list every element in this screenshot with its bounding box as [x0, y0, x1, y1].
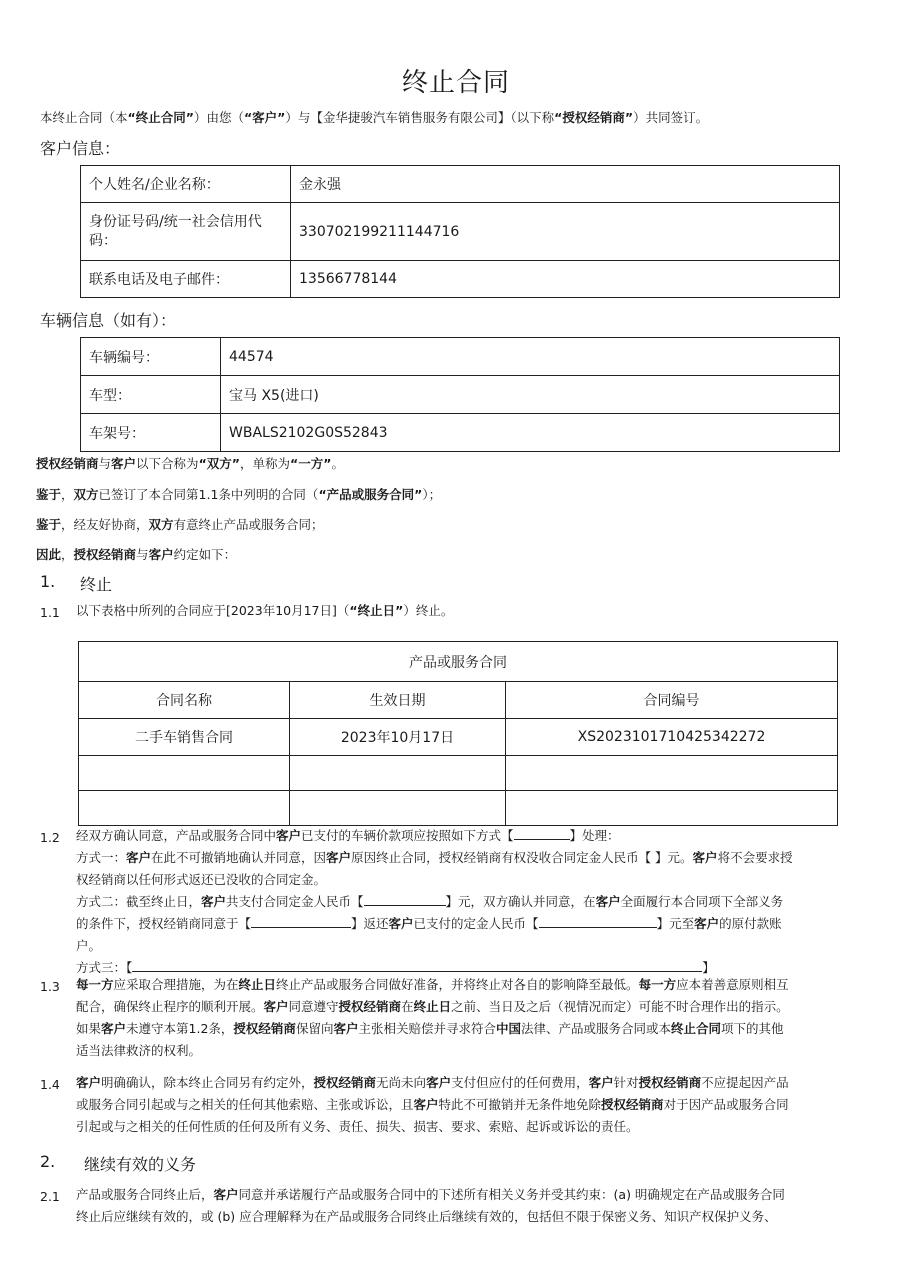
text: ）；	[422, 487, 442, 502]
whereas-paragraph-1	[36, 484, 441, 506]
text: 不应提起因产品	[701, 1075, 789, 1090]
contract-table-caption: 产品或服务合同	[79, 642, 838, 682]
text: 的条件下，授权经销商同意于【	[76, 916, 252, 931]
bold-term: 每一方	[76, 977, 114, 992]
text: 同意并承诺履行产品或服务合同中的下述所有相关义务并受其约束：(a) 明确规定在产品或服务合同	[238, 1187, 785, 1202]
bold-term: 双方	[148, 517, 174, 532]
bold-term: 授权经销商	[338, 999, 402, 1014]
intro-text: 本终止合同（本	[40, 110, 128, 125]
bold-term: 客户	[388, 916, 414, 931]
option-2-line	[76, 891, 886, 913]
text: ，	[61, 487, 74, 502]
text: 已支付的定金人民币【	[413, 916, 539, 931]
clause-1-4-line	[76, 1072, 896, 1094]
text: 】处理：	[569, 828, 620, 843]
bold-term: 客户	[326, 850, 352, 865]
id-value: 330702199211144716	[291, 203, 840, 261]
bold-term: 客户	[126, 850, 152, 865]
bold-term: 授权经销商	[638, 1075, 702, 1090]
text: 的原付款账	[719, 916, 782, 931]
text: 法律、产品或服务合同或本	[521, 1021, 672, 1036]
bold-term: 每一方	[638, 977, 677, 992]
bold-term: 客户	[201, 894, 227, 909]
text: 户。	[76, 938, 102, 953]
bold-term: 鉴于	[36, 487, 62, 502]
text: 全面履行本合同项下全部义务	[620, 894, 784, 909]
intro-text: ）共同签订。	[633, 110, 709, 125]
text: 以下合称为	[136, 456, 199, 471]
text: 对于因产品或服务合同	[663, 1097, 789, 1112]
intro-text: ）与【金华捷骏汽车销售服务有限公司】（以下称	[285, 110, 555, 125]
table-cell: 二手车销售合同	[79, 719, 290, 756]
section-1-title: 终止	[80, 575, 113, 594]
table-row	[79, 719, 838, 756]
clause-1-4	[76, 1072, 896, 1138]
section-2-title: 继续有效的义务	[84, 1155, 197, 1174]
vehicle-no-label: 车辆编号：	[81, 338, 221, 376]
bold-term: 授权经销商	[313, 1075, 377, 1090]
clause-1-4-line	[76, 1116, 896, 1138]
name-label: 个人姓名/企业名称：	[81, 166, 291, 203]
intro-text: ）由您（	[193, 110, 244, 125]
text: 以下表格中所列的合同应于[2023年10月17日]（	[76, 603, 350, 618]
text: 适当法律救济的权利。	[76, 1043, 202, 1058]
clause-1-3-line	[76, 996, 896, 1018]
clause-1-3-line	[76, 1018, 896, 1040]
text: 同意遵守	[288, 999, 339, 1014]
contact-value: 13566778144	[291, 261, 840, 298]
bold-term: 授权经销商	[601, 1097, 664, 1112]
clause-1-3-number: 1.3	[40, 979, 60, 994]
bold-term: 客户	[76, 1075, 102, 1090]
text: 】元至	[656, 916, 695, 931]
text: 已签订了本合同第1.1条中列明的合同（	[98, 487, 319, 502]
blank-field	[132, 959, 702, 972]
text: 方式二：截至终止日，	[76, 894, 202, 909]
option-1-line	[76, 869, 886, 891]
clause-1-2	[76, 825, 886, 979]
intro-paragraph	[40, 108, 708, 126]
contract-table	[78, 641, 838, 826]
text: ）终止。	[403, 603, 454, 618]
intro-bold-term: “授权经销商”	[554, 110, 634, 125]
clause-1-3-line	[76, 974, 896, 996]
text: 】元，双方确认并同意，在	[445, 894, 596, 909]
vehicle-info-heading: 车辆信息（如有）：	[40, 311, 177, 330]
vin-value: WBALS2102G0S52843	[221, 414, 840, 452]
text: 有意终止产品或服务合同；	[173, 517, 324, 532]
clause-1-2-line	[76, 825, 886, 847]
table-cell	[506, 791, 838, 826]
text: 特此不可撤销并无条件地免除	[438, 1097, 602, 1112]
text: 在此不可撤销地确认并同意，因	[151, 850, 327, 865]
bold-term: “产品或服务合同”	[318, 487, 423, 502]
text: 共支付合同定金人民币【	[226, 894, 364, 909]
table-row	[79, 756, 838, 791]
customer-info-table	[80, 165, 840, 298]
header-contract-name: 合同名称	[79, 682, 290, 719]
text: 已支付的车辆价款项应按照如下方式【	[301, 828, 514, 843]
text: 无尚未向	[376, 1075, 427, 1090]
bold-term: 客户	[111, 456, 137, 471]
text: 项下的其他	[721, 1021, 784, 1036]
document-title: 终止合同	[401, 68, 510, 98]
blank-field	[514, 827, 570, 840]
bold-term: 客户	[276, 828, 302, 843]
bold-term: 客户	[694, 916, 720, 931]
blank-field	[364, 893, 446, 906]
text: 原因终止合同，授权经销商有权没收合同定金人民币【 】元。	[351, 850, 693, 865]
text: 保留向	[295, 1021, 334, 1036]
text: 】返还	[351, 916, 389, 931]
clause-2-1-line	[76, 1184, 896, 1206]
text: ，单称为	[240, 456, 291, 471]
text: 方式三：【	[76, 960, 133, 975]
text: 与	[98, 456, 112, 471]
text: 方式一：	[76, 850, 127, 865]
clause-1-4-line	[76, 1094, 896, 1116]
text: 。	[331, 456, 344, 471]
text: 与	[136, 547, 149, 562]
name-value: 金永强	[291, 166, 840, 203]
option-2-line	[76, 935, 886, 957]
text: 终止产品或服务合同做好准备，并将终止对各自的影响降至最低。	[276, 977, 639, 992]
text: 应本着善意原则相互	[676, 977, 789, 992]
table-cell: 2023年10月17日	[290, 719, 506, 756]
bold-term: 客户	[263, 999, 289, 1014]
bold-term: 因此	[36, 547, 62, 562]
vehicle-model-label: 车型：	[81, 376, 221, 414]
customer-info-heading: 客户信息：	[40, 139, 121, 158]
bold-term: 客户	[213, 1187, 239, 1202]
bold-term: “双方”	[198, 456, 240, 471]
bold-term: 双方	[73, 487, 99, 502]
blank-field	[539, 915, 657, 928]
vehicle-no-value: 44574	[221, 338, 840, 376]
bold-term: “终止日”	[349, 603, 404, 618]
contact-label: 联系电话及电子邮件：	[81, 261, 291, 298]
text: 明确确认，除本终止合同另有约定外，	[101, 1075, 314, 1090]
vehicle-model-value: 宝马 X5(进口)	[221, 376, 840, 414]
text: 主张相关赔偿并寻求符合	[358, 1021, 496, 1036]
option-2-line	[76, 913, 886, 935]
text: 权经销商以任何形式返还已没收的合同定金。	[76, 872, 327, 887]
bold-term: 授权经销商	[233, 1021, 296, 1036]
bold-term: 客户	[692, 850, 718, 865]
whereas-paragraph-2	[36, 514, 324, 536]
text: 引起或与之相关的任何性质的任何及所有义务、责任、损失、损害、要求、索赔、起诉或诉讼的责任。	[76, 1119, 639, 1134]
bold-term: “一方”	[290, 456, 332, 471]
bold-term: 客户	[595, 894, 621, 909]
text: 将不会要求授	[717, 850, 793, 865]
header-effective-date: 生效日期	[290, 682, 506, 719]
bold-term: 授权经销商	[73, 547, 137, 562]
text: 在	[401, 999, 414, 1014]
option-1-line	[76, 847, 886, 869]
text: 应采取合理措施，为在	[113, 977, 239, 992]
bold-term: 中国	[495, 1021, 521, 1036]
bold-term: 客户	[413, 1097, 439, 1112]
therefore-paragraph	[36, 544, 236, 566]
clause-1-1-text	[76, 600, 453, 622]
clause-2-1-line	[76, 1206, 896, 1228]
clause-2-1-number: 2.1	[40, 1189, 60, 1204]
clause-1-3	[76, 974, 896, 1062]
text: 】	[702, 960, 715, 975]
text: 如果	[76, 1021, 102, 1036]
text: 配合，确保终止程序的顺利开展。	[76, 999, 264, 1014]
intro-bold-term: “终止合同”	[127, 110, 194, 125]
clause-1-4-number: 1.4	[40, 1077, 60, 1092]
text: 经双方确认同意，产品或服务合同中	[76, 828, 277, 843]
table-cell	[506, 756, 838, 791]
blank-field	[251, 915, 351, 928]
text: 支付但应付的任何费用，	[451, 1075, 589, 1090]
id-label: 身份证号码/统一社会信用代码：	[81, 203, 291, 261]
clause-1-1-number: 1.1	[40, 605, 60, 620]
clause-1-2-number: 1.2	[40, 830, 60, 845]
table-cell	[79, 756, 290, 791]
bold-term: 客户	[333, 1021, 359, 1036]
text: 约定如下：	[173, 547, 237, 562]
header-contract-number: 合同编号	[506, 682, 838, 719]
section-2-number: 2.	[40, 1152, 56, 1171]
text: 未遵守本第1.2条，	[126, 1021, 234, 1036]
text: 或服务合同引起或与之相关的任何其他索赔、主张或诉讼，且	[76, 1097, 414, 1112]
vehicle-info-table	[80, 337, 840, 452]
parties-paragraph	[36, 453, 344, 475]
bold-term: 终止日	[238, 977, 277, 992]
bold-term: 客户	[426, 1075, 452, 1090]
intro-bold-term: “客户”	[243, 110, 286, 125]
table-cell	[79, 791, 290, 826]
bold-term: 终止合同	[671, 1021, 722, 1036]
clause-1-3-line	[76, 1040, 896, 1062]
bold-term: 客户	[588, 1075, 614, 1090]
text: ，经友好协商，	[61, 517, 149, 532]
table-cell: XS2023101710425342272	[506, 719, 838, 756]
bold-term: 客户	[148, 547, 174, 562]
bold-term: 鉴于	[36, 517, 62, 532]
vin-label: 车架号：	[81, 414, 221, 452]
table-cell	[290, 791, 506, 826]
bold-term: 终止日	[413, 999, 452, 1014]
text: 产品或服务合同终止后，	[76, 1187, 214, 1202]
text: 终止后应继续有效的，或 (b) 应合理解释为在产品或服务合同终止后继续有效的，包括但不限于保密义务、知识产权保护义务、	[76, 1209, 777, 1224]
table-row	[79, 791, 838, 826]
bold-term: 客户	[101, 1021, 127, 1036]
clause-2-1	[76, 1184, 896, 1228]
section-1-number: 1.	[40, 572, 56, 591]
text: 之前、当日及之后（视情况而定）可能不时合理作出的指示。	[451, 999, 789, 1014]
text: 针对	[613, 1075, 639, 1090]
text: ，	[61, 547, 74, 562]
bold-term: 授权经销商	[36, 456, 99, 471]
table-cell	[290, 756, 506, 791]
